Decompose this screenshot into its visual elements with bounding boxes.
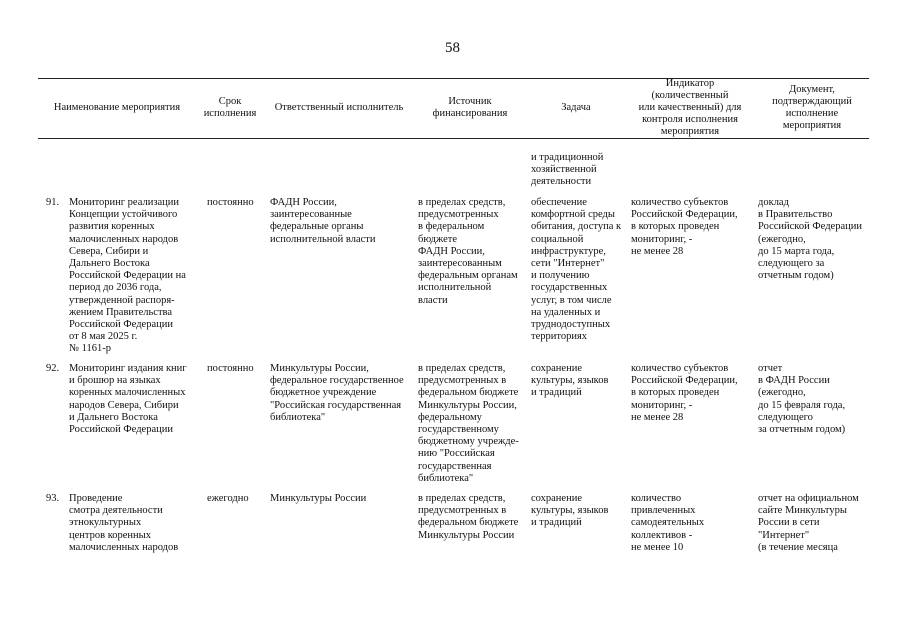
header-name: Наименование мероприятия — [53, 102, 181, 113]
row-task: обеспечение комфортной среды обитания, доступа к социальной инфраструктуре, сети "Интернет" и получению государственных услуг, в том числе на удаленных и труднодоступных территориях — [531, 197, 622, 343]
row-task: сохранение культуры, языков и традиций — [531, 363, 609, 399]
row-funding: в пределах средств, предусмотренных в федеральном бюджете Минкультуры России, федеральному государственному бюджетному учрежде- нию "Российская государственная библиотека" — [418, 363, 519, 484]
row-name: Мониторинг издания книг и брошюр на языках коренных малочисленных народов Севера, Сибири и Дальнего Востока Российской Федерации — [69, 363, 187, 436]
row-name: Мониторинг реализации Концепции устойчивого развития коренных малочисленных народов Севера, Сибири и Дальнего Востока Российской Федерации на период до 2036 года, утвержденной распоря- жением Правительства Российской Федерации от 8 мая 2025 г. № 1161-р — [69, 197, 186, 355]
row-name: Проведение смотра деятельности этнокультурных центров коренных малочисленных народов — [69, 493, 179, 553]
row-funding: в пределах средств, предусмотренных в федеральном бюджете ФАДН России, заинтересованным федеральным органам исполнительной власти — [418, 197, 518, 306]
row-funding: в пределах средств, предусмотренных в федеральном бюджете Минкультуры России — [418, 493, 519, 541]
page-number: 58 — [445, 40, 460, 56]
header-document: Документ, подтверждающий исполнение мероприятия — [772, 84, 852, 131]
row-indicator: количество субъектов Российской Федерации, в которых проведен мониторинг, - не менее 28 — [631, 363, 738, 423]
row-number: 92. — [46, 363, 60, 374]
row-task: сохранение культуры, языков и традиций — [531, 493, 609, 529]
row-number: 91. — [46, 197, 60, 208]
header-funding: Источник финансирования — [432, 96, 508, 119]
header-indicator: Индикатор (количественный или качественный) для контроля исполнения мероприятия — [638, 78, 742, 137]
row-term: постоянно — [207, 197, 254, 208]
row-term: ежегодно — [207, 493, 249, 504]
row-document: доклад в Правительство Российской Федерации (ежегодно, до 15 марта года, следующего за отчетным годом) — [758, 197, 862, 282]
row-executor: ФАДН России, заинтересованные федеральные органы исполнительной власти — [270, 197, 376, 245]
header-executor: Ответственный исполнитель — [274, 102, 404, 113]
row-document: отчет на официальном сайте Минкультуры России в сети "Интернет" (в течение месяца — [758, 493, 859, 553]
header-term: Срок исполнения — [203, 96, 257, 119]
row-number: 93. — [46, 493, 60, 504]
row-document: отчет в ФАДН России (ежегодно, до 15 февраля года, следующего за отчетным годом) — [758, 363, 846, 436]
header-task: Задача — [561, 102, 591, 113]
continuation-task: и традиционной хозяйственной деятельности — [531, 152, 604, 188]
row-term: постоянно — [207, 363, 254, 374]
row-indicator: количество субъектов Российской Федерации, в которых проведен мониторинг, - не менее 28 — [631, 197, 738, 257]
row-executor: Минкультуры России, федеральное государственное бюджетное учреждение "Российская государственная библиотека" — [270, 363, 404, 423]
row-executor: Минкультуры России — [270, 493, 367, 504]
row-indicator: количество привлеченных самодеятельных коллективов - не менее 10 — [631, 493, 705, 553]
table-header-rule — [38, 138, 869, 139]
